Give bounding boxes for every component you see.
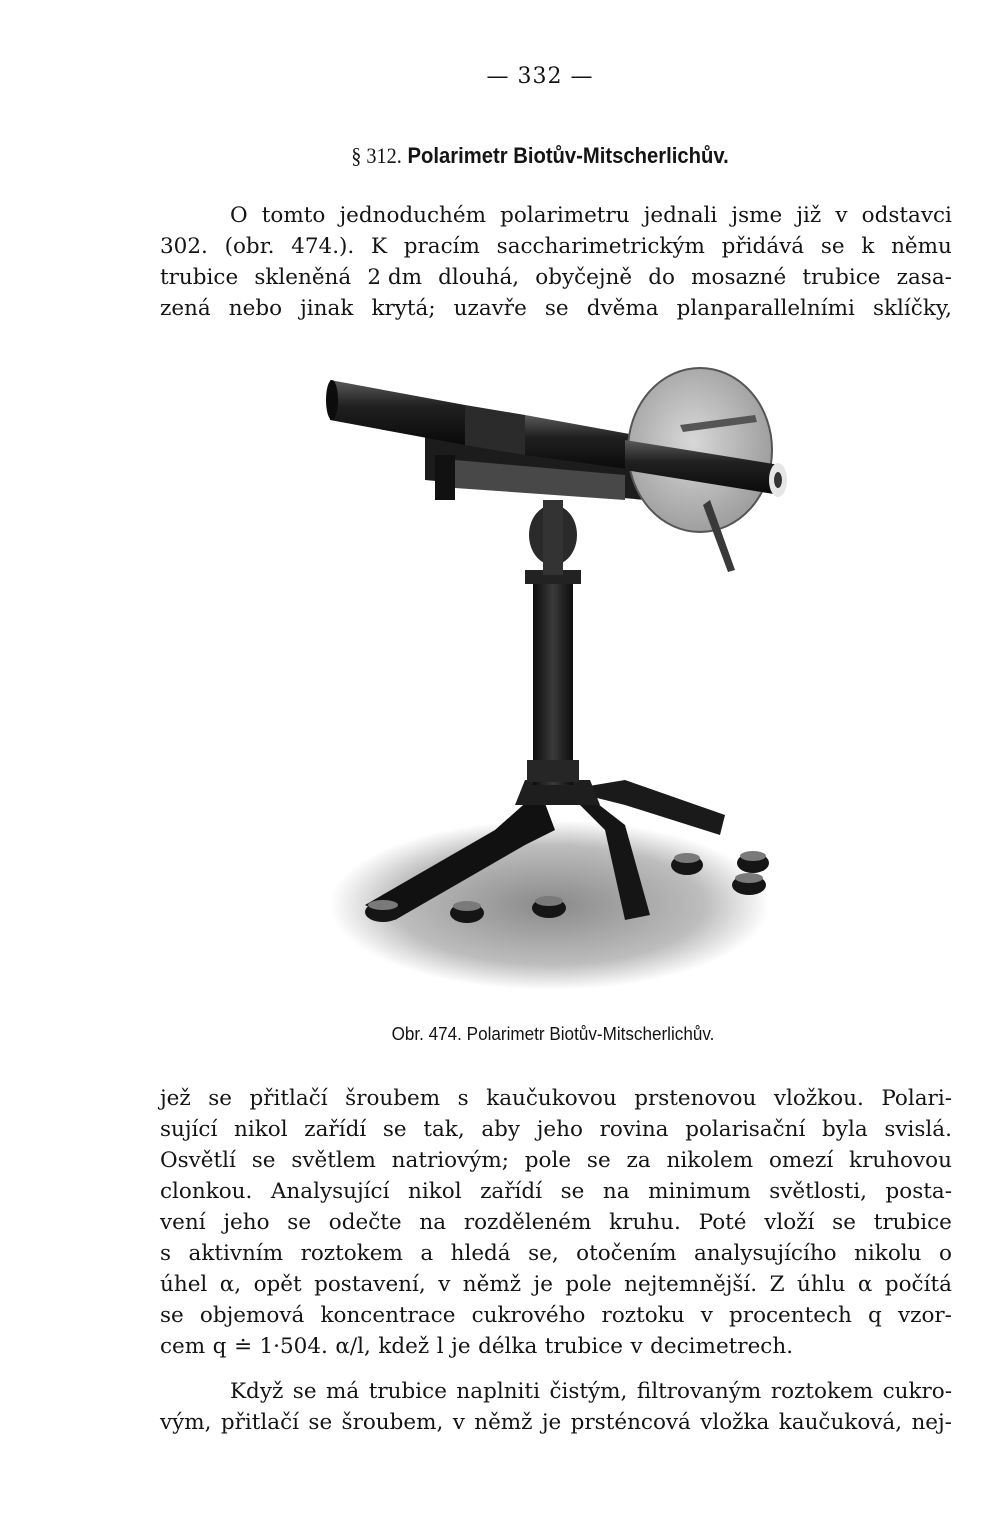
word: přitlačí <box>249 1086 328 1111</box>
text-line <box>160 1300 952 1331</box>
word: uzavře <box>453 296 527 321</box>
word: posta- <box>885 1179 952 1204</box>
word: K <box>370 234 388 259</box>
word: se <box>160 1303 184 1328</box>
word: jež <box>160 1086 191 1111</box>
word: jednali <box>643 203 718 228</box>
word: na <box>602 1179 630 1204</box>
word: naplniti <box>456 1379 540 1404</box>
word: ≐ <box>233 1334 252 1359</box>
word: nikolu <box>854 1241 922 1266</box>
word: o <box>938 1241 952 1266</box>
word: sklíčky, <box>872 296 952 321</box>
word: aktivním <box>188 1241 284 1266</box>
word: roztokem <box>300 1241 403 1266</box>
word: planparallelními <box>676 296 855 321</box>
word: je <box>541 1410 562 1435</box>
word: Když <box>230 1379 284 1404</box>
word: tak, <box>423 1117 465 1142</box>
word: l <box>436 1334 444 1359</box>
text-line <box>160 1114 952 1145</box>
word: odstavci <box>861 203 952 228</box>
text-line <box>160 1238 952 1269</box>
word: aby <box>481 1117 521 1142</box>
word: v <box>630 1334 643 1359</box>
word: Osvětlí <box>160 1148 236 1173</box>
word: O <box>230 203 248 228</box>
word: prstenovou <box>634 1086 757 1111</box>
word: se <box>308 1410 333 1435</box>
word: pole <box>565 1272 612 1297</box>
text-line <box>160 1145 952 1176</box>
word: se <box>287 1210 312 1235</box>
word: α, <box>219 1272 242 1297</box>
word: rovina <box>599 1117 669 1142</box>
word: vloží <box>764 1210 815 1235</box>
word: vení <box>160 1210 206 1235</box>
word: za <box>626 1148 651 1173</box>
word: Polari- <box>881 1086 952 1111</box>
word: nejtemnější. <box>624 1272 758 1297</box>
text-line <box>160 1331 952 1362</box>
word: krytá; <box>371 296 436 321</box>
word: nebo <box>228 296 283 321</box>
word: (obr. <box>224 234 275 259</box>
word: decimetrech. <box>650 1334 794 1359</box>
word: saccharimetrickým <box>496 234 705 259</box>
word: v <box>835 203 848 228</box>
word: jednoduchém <box>339 203 487 228</box>
word: nikol <box>234 1117 288 1142</box>
word: pracím <box>403 234 480 259</box>
word: je <box>533 1272 553 1297</box>
word: se <box>382 1117 407 1142</box>
word: α/l, <box>335 1334 371 1359</box>
word: sující <box>160 1117 218 1142</box>
word: 474.). <box>291 234 355 259</box>
word: němž <box>462 1272 522 1297</box>
word: postavení, <box>314 1272 426 1297</box>
word: svislá. <box>884 1117 952 1142</box>
word: nikolem <box>666 1148 754 1173</box>
word: roztoku <box>601 1303 685 1328</box>
word: jsme <box>731 203 783 228</box>
word: prsténcová <box>570 1410 691 1435</box>
word: procentech <box>729 1303 852 1328</box>
word: zařídí <box>480 1179 543 1204</box>
word: q <box>212 1334 227 1359</box>
text-line <box>160 1207 952 1238</box>
text-line <box>160 200 952 231</box>
polarimeter-photo <box>325 360 795 1010</box>
word: otočením <box>576 1241 677 1266</box>
word: obyčejně <box>535 265 633 290</box>
word: hledá <box>450 1241 511 1266</box>
word: světlem <box>291 1148 376 1173</box>
word: přitlačí <box>220 1410 300 1435</box>
word: je <box>451 1334 471 1359</box>
word: Z <box>769 1272 785 1297</box>
word: se <box>832 1210 856 1235</box>
word: koncentrace <box>320 1303 456 1328</box>
word: pole <box>524 1148 572 1173</box>
word: zasa- <box>896 265 952 290</box>
word: vzor- <box>897 1303 952 1328</box>
word: trubice <box>368 1379 447 1404</box>
word: α <box>857 1272 873 1297</box>
text-line <box>160 1083 952 1114</box>
word: Analysující <box>270 1179 390 1204</box>
word: se <box>544 296 569 321</box>
word: se <box>560 1179 585 1204</box>
word: odečte <box>328 1210 402 1235</box>
word: kruhovou <box>849 1148 952 1173</box>
word: nej- <box>911 1410 952 1435</box>
word: cukrového <box>471 1303 586 1328</box>
section-title: Polarimetr Biotův-Mitscherlichův. <box>407 143 729 168</box>
section-heading <box>43 143 1000 169</box>
word: němu <box>891 234 952 259</box>
word: délka <box>478 1334 538 1359</box>
word: dlouhá, <box>438 265 520 290</box>
text-line <box>160 1376 952 1407</box>
text-line <box>160 1269 952 1300</box>
word: trubice <box>160 265 239 290</box>
word: se <box>820 234 845 259</box>
word: přidává <box>721 234 805 259</box>
word: úhel <box>160 1272 208 1297</box>
word: trubice <box>544 1334 623 1359</box>
word: filtrovaným <box>636 1379 762 1404</box>
word: čistým, <box>549 1379 628 1404</box>
word: má <box>326 1379 360 1404</box>
word: s <box>160 1241 172 1266</box>
word: do <box>648 265 675 290</box>
word: šroubem, <box>341 1410 444 1435</box>
word: natriovým; <box>391 1148 509 1173</box>
word: kruhu. <box>609 1210 681 1235</box>
word: jinak <box>300 296 354 321</box>
word: nikol <box>408 1179 462 1204</box>
word: se, <box>528 1241 559 1266</box>
word: v <box>452 1410 465 1435</box>
word: polarisační <box>685 1117 806 1142</box>
word: vložkou. <box>773 1086 864 1111</box>
word: q <box>868 1303 882 1328</box>
word: úhlu <box>796 1272 846 1297</box>
word: mosazné <box>691 265 787 290</box>
word: rozděleném <box>463 1210 592 1235</box>
paragraph-procedure <box>160 1083 952 1362</box>
word: šroubem <box>345 1086 441 1111</box>
word: 302. <box>160 234 208 259</box>
figure-caption: Obr. 474. Polarimetr Biotův-Mitscherlichův. <box>391 1024 715 1044</box>
text-line <box>160 1407 952 1438</box>
word: skleněná <box>254 265 352 290</box>
word: se <box>251 1148 276 1173</box>
word: 1·504. <box>259 1334 328 1359</box>
text-line <box>160 231 952 262</box>
word: vým, <box>160 1410 212 1435</box>
word: trubice <box>873 1210 952 1235</box>
word: omezí <box>768 1148 834 1173</box>
word: v <box>700 1303 713 1328</box>
word: k <box>861 234 875 259</box>
word: a <box>420 1241 434 1266</box>
word: cukro- <box>882 1379 952 1404</box>
word: polarimetru <box>500 203 630 228</box>
word: se <box>586 1148 611 1173</box>
word: tomto <box>261 203 326 228</box>
word: roztokem <box>770 1379 874 1404</box>
word: v <box>438 1272 451 1297</box>
word: analysujícího <box>693 1241 837 1266</box>
word: se <box>208 1086 232 1111</box>
word: zařídí <box>304 1117 367 1142</box>
word: světlosti, <box>769 1179 867 1204</box>
word: byla <box>822 1117 868 1142</box>
word: cem <box>160 1334 206 1359</box>
word: kaučukovou <box>486 1086 617 1111</box>
paragraph-intro <box>160 200 952 324</box>
section-mark: § 312. <box>351 143 402 168</box>
word: objemová <box>199 1303 305 1328</box>
word: jeho <box>223 1210 270 1235</box>
word: zená <box>160 296 211 321</box>
word: jeho <box>536 1117 583 1142</box>
word: clonkou. <box>160 1179 253 1204</box>
word: opět <box>253 1272 302 1297</box>
text-line <box>160 262 952 293</box>
text-line <box>160 293 952 324</box>
text-line <box>160 1176 952 1207</box>
word: němž <box>474 1410 533 1435</box>
word: 2 dm <box>367 265 423 290</box>
word: se <box>292 1379 317 1404</box>
word: trubice <box>802 265 881 290</box>
paragraph-filling <box>160 1376 952 1438</box>
word: kaučuková, <box>778 1410 903 1435</box>
word: na <box>419 1210 447 1235</box>
word: s <box>457 1086 469 1111</box>
word: počítá <box>884 1272 952 1297</box>
word: již <box>796 203 822 228</box>
word: dvěma <box>586 296 659 321</box>
word: vložka <box>700 1410 770 1435</box>
word: kdež <box>378 1334 430 1359</box>
word: Poté <box>698 1210 747 1235</box>
word: minimum <box>648 1179 751 1204</box>
page-number: — 332 — <box>486 64 594 89</box>
